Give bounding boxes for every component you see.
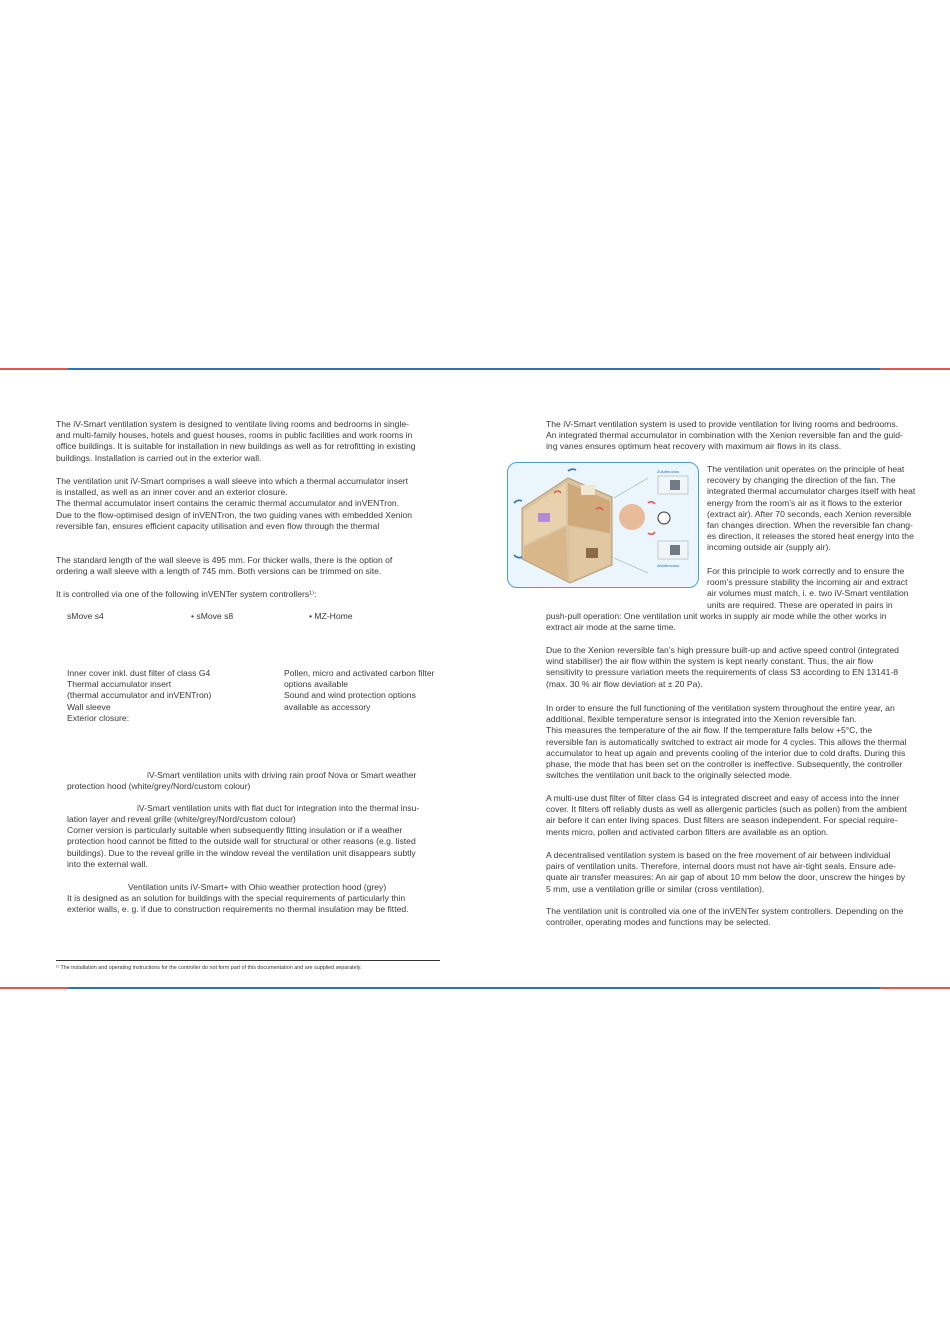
floorplan-drawing bbox=[508, 463, 698, 587]
pressure-stability-paragraph: Due to the Xenion reversible fan’s high pressure built-up and active speed control (integrated wind stabiliser) the air flow within the system is kept nearly constant. Thus, the air flow sensitivity to pressure variation meets the requirements of class S3 according to EN 13141-8 (max. 30 % air flow deviation at ± 20 Pa). bbox=[546, 645, 899, 689]
controller-intro-text: It is controlled via one of the following inVENTer system controllers¹⁾: bbox=[56, 589, 317, 599]
variant-flat-duct-heading: iV-Smart ventilation units with flat duct for integration into the thermal insu- bbox=[137, 803, 420, 813]
components-list-left: Inner cover inkl. dust filter of class G4 Thermal accumulator insert (thermal accumulator and inVENTron) Wall sleeve Exterior closure: bbox=[67, 668, 212, 723]
supply-mode-label: Zuluftmodus bbox=[657, 469, 680, 474]
push-pull-paragraph: push-pull operation: One ventilation unit works in supply air mode while the other works in extract air mode at the same time. bbox=[546, 611, 887, 633]
intro-paragraph: The iV-Smart ventilation system is designed to ventilate living rooms and bedrooms in single- and multi-family houses, hotels and guest houses, rooms in public facilities and work rooms in office buildings. It is suitable for installation in new buildings as well as for retrofitting in existing buildings. Installation is carried out in the exterior wall. bbox=[56, 419, 416, 463]
controller-item: • sMove s8 bbox=[191, 611, 234, 621]
heat-recovery-paragraph: The ventilation unit operates on the principle of heat recovery by changing the direction of the fan. The integrated thermal accumulator charges itself with heat energy from the room’s air as it flows to the exterior (extract air). After 70 seconds, each Xenion reversible fan changes direction. When the reversible fan chang- es direction, it releases the stored heat energy into the incoming outside air (supply air). bbox=[707, 464, 916, 553]
top-divider-rule bbox=[0, 368, 950, 370]
variant-flat-duct-text: lation layer and reveal grille (white/grey/Nord/custom colour) Corner version is particularly suitable when subsequently fitting insulation or if a weather protection hood cannot be fitted to the outside wall for structural or other reasons (e.g. listed buildings). Due to the reveal grille in the window reveal the ventilation unit disappears subtly into the external wall. bbox=[67, 814, 416, 869]
controller-item: sMove s4 bbox=[67, 611, 104, 621]
extract-mode-label: Abluftmodus bbox=[657, 563, 680, 568]
wall-sleeve-paragraph: The standard length of the wall sleeve is 495 mm. For thicker walls, there is the option of ordering a wall sleeve with a length of 745 mm. Both versions can be trimmed on site. bbox=[56, 555, 393, 577]
variant-ohio-heading: Ventilation units iV-Smart+ with Ohio weather protection hood (grey) bbox=[128, 882, 387, 892]
footnote: ¹⁾ The installation and operating instructions for the controller do not form part of this documentation and are supplied separately. bbox=[56, 965, 362, 971]
dust-filter-paragraph: A multi-use dust filter of filter class G4 is integrated discreet and easy of access into the inner cover. It filters off reliably dusts as well as allergenic particles (such as pollen) from the ambient air before it can enter living spaces. Dust filters are season independent. For special require- ments micro, pollen and activated carbon filters are available as an option. bbox=[546, 793, 907, 837]
temperature-sensor-paragraph: In order to ensure the full functioning of the ventilation system throughout the entire year, an additional, flexible temperature sensor is integrated into the Xenion reversible fan. This measures the temperature of the air flow. If the temperature falls below +5°C, the reversible fan is automatically switched to extract air mode for 4 cycles. This allows the thermal accumulator to heat up again and prevents cooling of the interior due to cold drafts. During this phase, the mode that has been set on the controller is ineffective. Subsequently, the controller switches the ventilation unit back to the originally selected mode. bbox=[546, 703, 907, 781]
controller-paragraph: The ventilation unit is controlled via one of the inVENTer system controllers. Depending on the controller, operating modes and functions may be selected. bbox=[546, 906, 904, 928]
variant-nova-smart-text: iV-Smart ventilation units with driving rain proof Nova or Smart weather protection hood (white/grey/Nord/custom colour) bbox=[67, 770, 417, 792]
floorplan-illustration bbox=[507, 462, 699, 588]
controller-item: • MZ-Home bbox=[309, 611, 353, 621]
system-overview-paragraph: The iV-Smart ventilation system is used to provide ventilation for living rooms and bedrooms. An integrated thermal accumulator in combination with the Xenion reversible fan and the guid- ing vanes ensures optimum heat recovery with maximum air flows in its class. bbox=[546, 419, 903, 452]
unit-description-paragraph: The ventilation unit iV-Smart comprises a wall sleeve into which a thermal accumulator insert is installed, as well as an inner cover and an exterior closure. The thermal accumulator insert contains the ceramic thermal accumulator and inVENTron. Due to the flow-optimised design of inVENTron, the two guiding vanes with embedded Xenion reversible fan, ensures efficient capacity utilisation and even flow through the thermal bbox=[56, 476, 413, 531]
pair-operation-paragraph: For this principle to work correctly and to ensure the room’s pressure stability the incoming air and extract air volumes must match, i. e. two iV-Smart ventilation units are required. These are operated in pairs in bbox=[707, 566, 909, 610]
bottom-divider-rule bbox=[0, 987, 950, 989]
footnote-rule bbox=[56, 960, 440, 961]
components-list-right: Pollen, micro and activated carbon filter options available Sound and wind protection options available as accessory bbox=[284, 668, 435, 712]
variant-ohio-text: It is designed as an solution for buildings with the special requirements of particularly thin exterior walls, e. g. if due to construction requirements no thermal insulation may be fitted. bbox=[67, 893, 409, 915]
air-transfer-paragraph: A decentralised ventilation system is based on the free movement of air between individual pairs of ventilation units. Therefore, internal doors must not have air-tight seals. Ensure ade- quate air transfer measures: An air gap of about 10 mm below the door, unscrew the hinges by 5 mm, use a ventilation grille or similar (cross ventilation). bbox=[546, 850, 906, 894]
